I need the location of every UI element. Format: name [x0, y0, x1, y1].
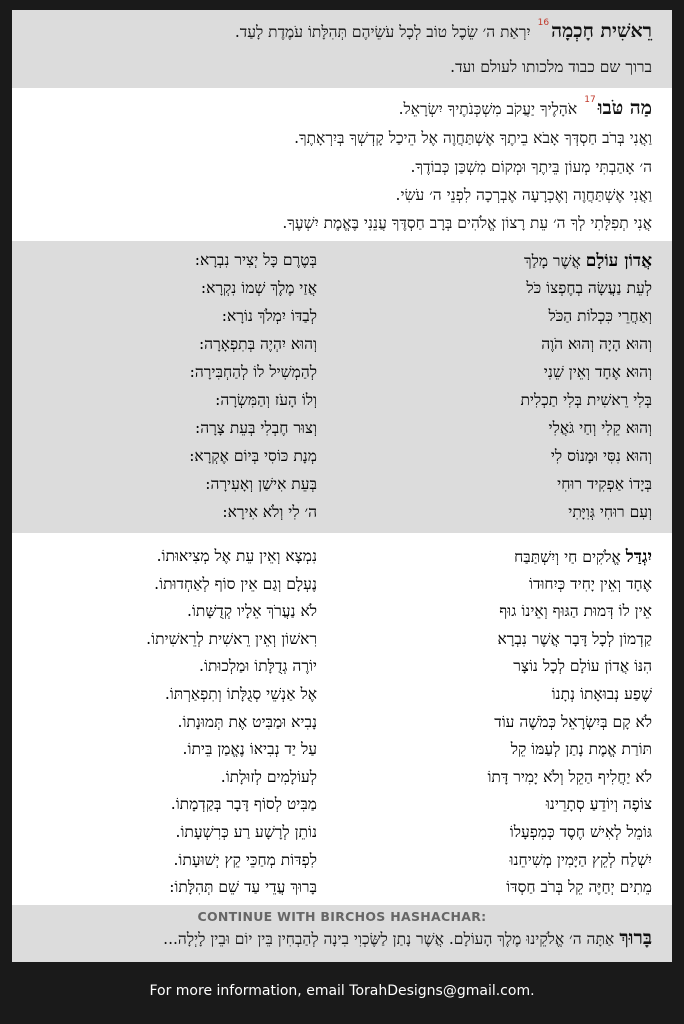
adon-olam-left-line: ה׳ לִי וְלֹא אִירָא: — [222, 503, 317, 521]
birchos-text: אַתָּה ה׳ אֱלֹקֵינוּ מֶלֶךְ הָעוֹלָם. אֲשֶׁר נָתַן לַשֶּׂכְוִי בִינָה לְהַבְחִין בֵּין יוֹם וּבֵין לָיְלָה... — [163, 930, 615, 948]
yigdal-left-line: עַל יַד נְבִיאוֹ נֶאֱמַן בֵּיתוֹ. — [182, 740, 317, 759]
mahtovu-line-1 — [22, 97, 652, 120]
adon-olam-right-line: וְאַחֲרֵי כִּכְלוֹת הַכֹּל — [548, 307, 652, 325]
yigdal-right-line: אֵין לוֹ דְּמוּת הַגּוּף וְאֵינוֹ גוּף — [499, 602, 652, 621]
birchos-line — [22, 927, 652, 950]
adon-olam-left-line: לְבַדּוֹ יִמְלֹךְ נוֹרָא: — [221, 307, 317, 325]
adon-olam-left-line: מְנָת כּוֹסִי בְּיוֹם אֶקְרָא: — [189, 447, 317, 465]
yigdal-right-line: אֶחָד וְאֵין יָחִיד כְּיִחוּדוֹ — [529, 574, 652, 593]
adon-olam-right-line: בְּיָדוֹ אַפְקִיד רוּחִי — [557, 475, 652, 493]
yigdal-left-line: לְעוֹלָמִים לְזוּלָתוֹ. — [220, 767, 317, 786]
footer-text: For more information, email TorahDesigns@gmail.com. — [149, 983, 535, 999]
adon-olam-right-text: אֲשֶׁר מָלַךְ — [523, 252, 581, 270]
mahtovu-title: מַה טֹּבוּ — [597, 97, 652, 119]
adon-olam-left-line: וְצוּר חֶבְלִי בְּעֵת צָרָה: — [195, 419, 317, 437]
yigdal-left-line: בָּרוּךְ עֲדֵי עַד שֵׁם תְּהִלָּתוֹ: — [169, 878, 317, 897]
mahtovu-line: וַאֲנִי אֶשְׁתַּחֲוֶה וְאֶכְרָעָה אֶבְרְכָה לִפְנֵי ה׳ עֹשִׂי. — [395, 186, 652, 204]
mahtovu-line: וַאֲנִי בְּרֹב חַסְדְּךָ אָבֹא בֵיתֶךָ אֶשְׁתַּחֲוֶה אֶל הֵיכַל קָדְשְׁךָ בְּיִרְאָתֶךָ. — [294, 129, 652, 147]
adon-olam-right-line: בְּלִי רֵאשִׁית בְּלִי תַכְלִית — [520, 391, 652, 409]
adon-olam-left-line: אֲזַי מֶלֶךְ שְׁמוֹ נִקְרָא: — [200, 279, 317, 297]
adon-olam-right-line — [352, 251, 652, 271]
mahtovu-ref: 17 — [584, 95, 596, 105]
reishis-text-1: יִרְאַת ה׳ שֵׂכֶל טוֹב לְכָל עֹשֵׂיהֶם תְּהִלָּתוֹ עֹמֶדֶת לָעַד. — [234, 23, 531, 41]
yigdal-left-line: לֹא נַעֲרֹךְ אֵלָיו קְדֻשָּׁתוֹ. — [186, 602, 317, 621]
reishis-line-1 — [22, 20, 652, 43]
adon-olam-left-line: לְהַמְשִׁיל לוֹ לְהַחְבִּירָה: — [189, 363, 317, 381]
adon-olam-right-line: וְהוּא קֵלִי וְחַי גֹּאֲלִי — [548, 419, 652, 437]
adon-olam-section — [12, 241, 672, 533]
yigdal-section — [12, 535, 672, 903]
yigdal-left-line: נִמְצָא וְאֵין עֵת אֶל מְצִיאוּתוֹ. — [156, 547, 317, 565]
adon-olam-right-line: וְהוּא נִסִּי וּמָנוֹס לִי — [550, 447, 652, 465]
adon-olam-title: אֲדוֹן עוֹלָם — [585, 251, 652, 271]
adon-olam-left-line: בְּטֶרֶם כָּל יְצִיר נִבְרָא: — [194, 251, 317, 269]
adon-olam-right-line: וְעִם רוּחִי גְּוִיָּתִי — [568, 503, 652, 521]
adon-olam-right-line: וְהוּא אֶחָד וְאֵין שֵׁנִי — [543, 363, 652, 381]
yigdal-left-line: אֶל אַנְשֵׁי סְגֻלָּתוֹ וְתִפְאַרְתּוֹ. — [164, 685, 317, 703]
yigdal-left-line: נָבִיא וּמַבִּיט אֶת תְּמוּנָתוֹ. — [177, 712, 317, 731]
reishis-chochma-section — [12, 10, 672, 88]
yigdal-left-line: יוֹרֶה גְדֻלָּתוֹ וּמַלְכוּתוֹ. — [199, 657, 317, 676]
continue-label: CONTINUE WITH BIRCHOS HASHACHAR: — [197, 909, 487, 924]
adon-olam-left-line: וְהוּא יִהְיֶה בְּתִפְאָרָה: — [198, 335, 317, 353]
adon-olam-left-line: בְּעֵת אִישַׁן וְאָעִירָה: — [205, 475, 317, 493]
yigdal-left-line: רִאשׁוֹן וְאֵין רֵאשִׁית לְרֵאשִׁיתוֹ. — [146, 629, 317, 648]
yigdal-left-line: נֶעְלָם וְגַם אֵין סוֹף לְאַחְדוּתוֹ. — [154, 574, 317, 593]
yigdal-right-line: תּוֹרַת אֱמֶת נָתַן לְעַמּוֹ קֵל — [510, 740, 652, 759]
yigdal-right-line: שֶׁפַע נְבוּאָתוֹ נְתָנוֹ — [551, 685, 652, 703]
reishis-ref: 16 — [537, 18, 550, 28]
adon-olam-left-line: וְלוֹ הָעֹז וְהַמִּשְׂרָה: — [215, 391, 317, 409]
prayer-sheet — [12, 10, 672, 962]
yigdal-left-line: מַבִּיט לְסוֹף דָּבָר בְּקַדְמָתוֹ. — [170, 795, 317, 814]
yigdal-right-line: קַדְמוֹן לְכָל דָּבָר אֲשֶׁר נִבְרָא — [497, 629, 652, 648]
mahtovu-line: אֲנִי תְפִלָּתִי לְךָ ה׳ עֵת רָצוֹן אֱלֹהִים בְּרָב חַסְדֶּךָ עֲנֵנִי בֶּאֱמֶת יִשְׁעֶךָ. — [282, 214, 652, 232]
birchos-section — [12, 905, 672, 962]
yigdal-title: יִגְדַּל — [625, 547, 652, 567]
yigdal-right-line: לֹא קָם בְּיִשְׂרָאֵל כְּמֹשֶׁה עוֹד — [494, 712, 652, 731]
reishis-text-2: ברוך שם כבוד מלכותו לעולם ועד. — [450, 58, 652, 76]
yigdal-right-text: אֱלֹקִים חַי וְיִשְׁתַּבַּח — [514, 548, 621, 566]
yigdal-left-line: נוֹתֵן לְרָשָׁע רַע כְּרִשְׁעָתוֹ. — [175, 823, 317, 841]
yigdal-right-line: יִשְׁלַח לְקֵץ הַיָּמִין מְשִׁיחֵנוּ — [509, 850, 652, 869]
yigdal-right-line: לֹא יַחֲלִיף הַקֵל וְלֹא יָמִיר דָּתוֹ — [487, 767, 652, 786]
yigdal-right-line: מֵתִים יְחַיֶּה קֵל בְּרֹב חַסְדּוֹ — [506, 878, 652, 897]
mah-tovu-section — [12, 90, 672, 240]
yigdal-left-line: לִפְדּוֹת מְחַכֵּי קֵץ יְשׁוּעָתוֹ. — [173, 850, 317, 869]
adon-olam-right-line: וְהוּא הָיָה וְהוּא הֹוֶה — [541, 335, 652, 353]
mahtovu-line: ה׳ אָהַבְתִּי מְעוֹן בֵּיתֶךָ וּמְקוֹם מִשְׁכַּן כְּבוֹדֶךָ. — [410, 158, 652, 176]
yigdal-right-line: הִנּוֹ אֲדוֹן עוֹלָם לְכָל נוֹצָר — [513, 657, 652, 676]
reishis-title: רֵאשִׁית חָכְמָה — [551, 20, 652, 42]
yigdal-right-line: גּוֹמֵל לְאִישׁ חֶסֶד כְּמִפְעָלוֹ — [509, 823, 652, 841]
adon-olam-right-line: לְעֵת נַעֲשָׂה בְחֶפְצוֹ כֹּל — [526, 279, 652, 297]
yigdal-right-line — [352, 547, 652, 567]
yigdal-right-line: צוֹפֶה וְיוֹדֵעַ סְתָרֵינוּ — [545, 795, 652, 814]
mahtovu-text-1: אֹהָלֶיךָ יַעֲקֹב מִשְׁכְּנֹתֶיךָ יִשְׂרָאֵל. — [398, 100, 578, 118]
birchos-first-word: בָּרוּךְ — [619, 927, 652, 949]
